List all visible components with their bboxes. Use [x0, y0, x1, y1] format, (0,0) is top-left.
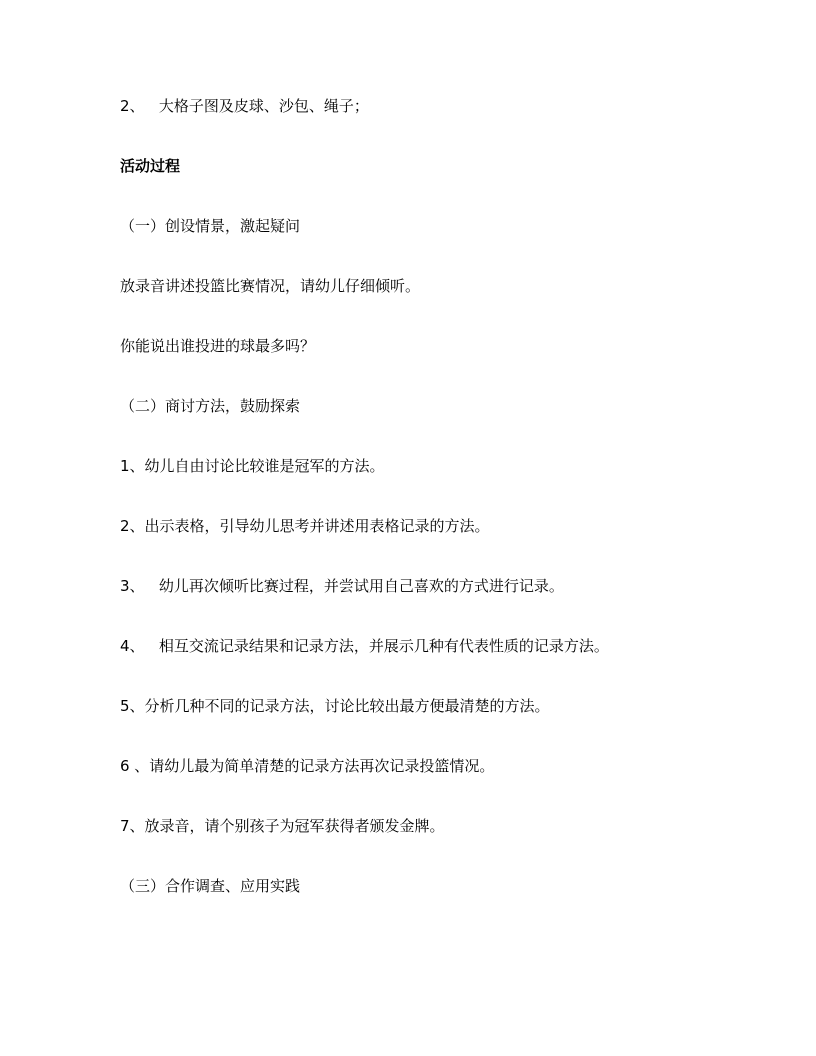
- step-item-2: 2、出示表格，引导幼儿思考并讲述用表格记录的方法。: [120, 517, 490, 535]
- subheading-part-1: （一）创设情景，激起疑问: [120, 217, 301, 235]
- section-heading-activity-process: 活动过程: [120, 157, 181, 175]
- materials-item-2: 2、 大格子图及皮球、沙包、绳子；: [120, 97, 369, 115]
- step-item-1: 1、幼儿自由讨论比较谁是冠军的方法。: [120, 457, 385, 475]
- step-item-7: 7、放录音，请个别孩子为冠军获得者颁发金牌。: [120, 817, 445, 835]
- step-item-3: 3、 幼儿再次倾听比赛过程，并尝试用自己喜欢的方式进行记录。: [120, 577, 564, 595]
- step-item-5: 5、分析几种不同的记录方法，讨论比较出最方便最清楚的方法。: [120, 697, 550, 715]
- subheading-part-2: （二）商讨方法，鼓励探索: [120, 397, 301, 415]
- paragraph-question: 你能说出谁投进的球最多吗？: [120, 337, 316, 355]
- step-item-4: 4、 相互交流记录结果和记录方法，并展示几种有代表性质的记录方法。: [120, 637, 609, 655]
- subheading-part-3: （三）合作调查、应用实践: [120, 877, 301, 895]
- paragraph-listen-recording: 放录音讲述投篮比赛情况，请幼儿仔细倾听。: [120, 277, 421, 295]
- step-item-6: 6 、请幼儿最为简单清楚的记录方法再次记录投篮情况。: [120, 757, 495, 775]
